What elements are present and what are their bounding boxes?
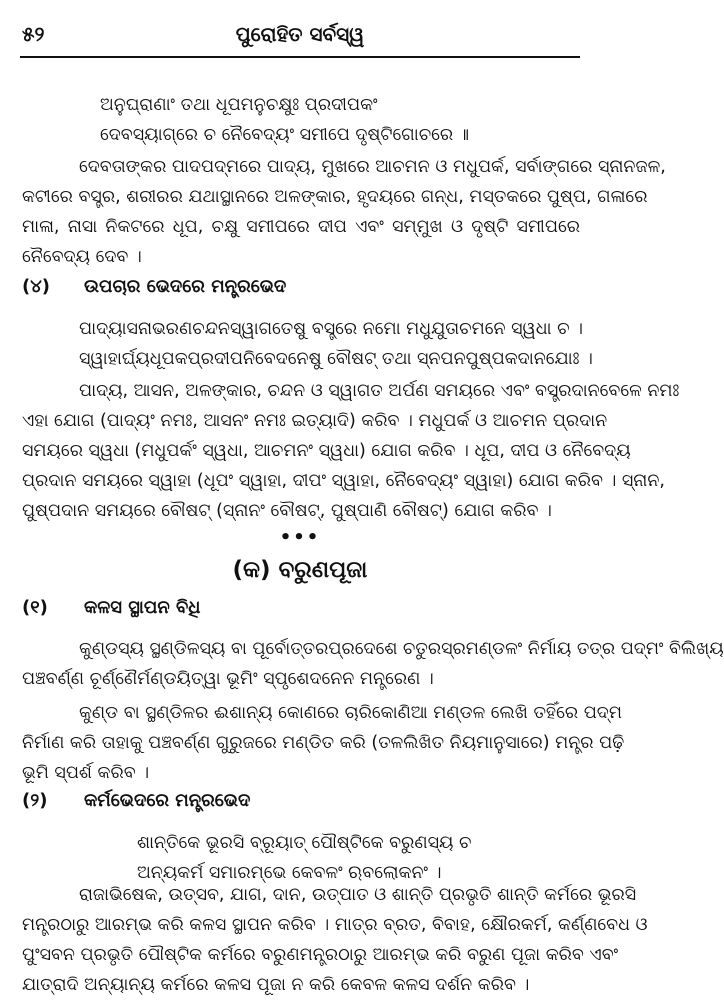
header-rule: [20, 56, 580, 58]
section-heading-4: [22, 276, 286, 297]
section-number: (୨): [22, 790, 48, 811]
verse-dhupa: [22, 90, 580, 150]
paragraph-kalasa-sthapana: [22, 698, 625, 788]
paragraph-karma-bheda: [22, 880, 648, 1000]
section-number: (୪): [22, 276, 50, 297]
paragraph-line: ଭୂମି ସ୍ପର୍ଶ କରିବ ।: [22, 763, 150, 783]
running-header-title: ପୁରୋହିତ ସର୍ବସ୍ୱ: [235, 22, 365, 46]
verse-kalasa-sthapana: [22, 634, 724, 694]
paragraph-line: ଏହା ଯୋଗ (ପାଦ୍ୟଂ ନମଃ, ଆସନଂ ନମଃ ଇତ୍ୟାଦି) କରିବ । ମଧୁପର୍କ ଓ ଆଚମନ ପ୍ରଦାନ: [22, 411, 608, 431]
section-title: କର୍ମଭେଦରେ ମନ୍ତ୍ରଭେଦ: [84, 790, 251, 811]
chapter-title: (କ) ବରୁଣପୂଜା: [232, 557, 368, 583]
section-heading-2: [22, 790, 250, 811]
verse-line: ଦେବସ୍ୟାଗ୍ରେ ଚ ନୈବେଦ୍ୟଂ ସମୀପେ ଦୃଷ୍ଟିଗୋଚରେ ॥: [100, 125, 470, 145]
verse-line: ଅନୁଘ୍ରାଣାଂ ତଥା ଧୂପମନୁଚକ୍ଷୁଃ ପ୍ରଦୀପକଂ: [100, 95, 378, 115]
paragraph-line: ଯାତ୍ରାଦି ଅନ୍ୟାନ୍ୟ କର୍ମରେ କଳସ ପୂଜା ନ କରି କେବଳ କଳସ ଦର୍ଶନ କରିବ ।: [22, 975, 530, 995]
paragraph-line: ମନ୍ତ୍ରଠାରୁ ଆରମ୍ଭ କରି କଳସ ସ୍ଥାପନ କରିବ । ମାତ୍ର ବ୍ରତ, ବିବାହ, କ୍ଷୌରକର୍ମ, କର୍ଣ୍ଣବେଧ ଓ: [22, 915, 648, 935]
paragraph-line: କଟୀରେ ବସ୍ତ୍ର, ଶରୀରର ଯଥାସ୍ଥାନରେ ଅଳଙ୍କାର, ହୃଦୟରେ ଗନ୍ଧ, ମସ୍ତକରେ ପୁଷ୍ପ, ଗଳାରେ: [22, 187, 648, 207]
paragraph-line: ପ୍ରଦାନ ସମୟରେ ସ୍ୱାହା (ଧୂପଂ ସ୍ୱାହା, ଦୀପଂ ସ୍ୱାହା, ନୈବେଦ୍ୟଂ ସ୍ୱାହା) ଯୋଗ କରିବ । ସ୍ନାନ,: [22, 471, 665, 491]
paragraph-line: ପୁଷ୍ପଦାନ ସମୟରେ ବୌଷଟ୍ (ସ୍ନାନଂ ବୌଷଟ୍, ପୁଷ୍ପାଣି ବୌଷଟ୍) ଯୋଗ କରିବ ।: [22, 501, 552, 521]
verse-line: ପଞ୍ଚବର୍ଣ୍ଣ ଚୂର୍ଣ୍ଣୈର୍ମଣ୍ଡୟିତ୍ୱା ଭୂମିଂ ସ୍ପୃଶେଦନେନ ମନ୍ତ୍ରେଣ ।: [22, 669, 434, 689]
paragraph-line: ମାଳା, ନାସା ନିକଟରେ ଧୂପ, ଚକ୍ଷୁ ସମୀପରେ ଦୀପ ଏବଂ ସମ୍ମୁଖ ଓ ଦୃଷ୍ଟି ସମୀପରେ: [22, 217, 580, 237]
paragraph-line: ନୈବେଦ୍ୟ ଦେବ ।: [22, 247, 142, 267]
verse-mantra-bheda: [22, 314, 593, 374]
paragraph-line: କୁଣ୍ଡ ବା ସ୍ଥଣ୍ଡିଳର ଈଶାନ୍ୟ କୋଣରେ ଚାରିକୋଣିଆ ମଣ୍ଡଳ ଲେଖି ତହିଁରେ ପଦ୍ମ: [79, 703, 622, 723]
verse-line: ଅନ୍ୟକର୍ମ ସମାରମ୍ଭେ କେବଳଂ ଋବଲୋକନଂ ।: [137, 863, 442, 883]
section-title: କଳସ ସ୍ଥାପନ ବିଧି: [84, 597, 201, 618]
paragraph-line: ସମୟରେ ସ୍ୱଧା (ମଧୁପର୍କଂ ସ୍ୱଧା, ଆଚମନଂ ସ୍ୱଧା) ଯୋଗ କରିବ । ଧୂପ, ଦୀପ ଓ ନୈବେଦ୍ୟ: [22, 441, 631, 461]
paragraph-line: ପାଦ୍ୟ, ଆସନ, ଅଳଙ୍କାର, ଚନ୍ଦନ ଓ ସ୍ୱାଗତ ଅର୍ପଣ ସମୟରେ ଏବଂ ବସ୍ତ୍ରଦାନବେଳେ ନମଃ: [79, 381, 680, 401]
verse-karma-bheda: [22, 828, 580, 888]
verse-line: ଶାନ୍ତିକେ ଭୂରସି ବ୍ରୂୟାତ୍ ପୌଷ୍ଟିକେ ବରୁଣସ୍ୟ ଚ: [137, 833, 472, 853]
verse-line: ସ୍ୱାହାର୍ଘ୍ୟଧୂପକପ୍ରଦୀପନିବେଦନେଷୁ ବୌଷଟ୍ ତଥା ସ୍ନପନପୁଷ୍ପକଦାନଯୋଃ ।: [79, 349, 593, 369]
paragraph-line: ପୁଂସବନ ପ୍ରଭୃତି ପୌଷ୍ଟିକ କର୍ମରେ ବରୁଣମନ୍ତ୍ରଠାରୁ ଆରମ୍ଭ କରି ବରୁଣ ପୂଜା କରିବ ଏବଂ: [22, 945, 619, 965]
paragraph-line: ଦେବତାଙ୍କର ପାଦପଦ୍ମରେ ପାଦ୍ୟ, ମୁଖରେ ଆଚମନ ଓ ମଧୁପର୍କ, ସର୍ବାଙ୍ଗରେ ସ୍ନାନଜଳ,: [79, 157, 666, 177]
page-number: ୫୨: [22, 22, 45, 46]
paragraph-line: ନିର୍ମାଣ କରି ତାହାକୁ ପଞ୍ଚବର୍ଣ୍ଣ ଗୁରୁଜରେ ମଣ୍ଡିତ କରି (ତଳଲିଖିତ ନିୟମାନୁସାରେ) ମନ୍ତ୍ର ପଢ଼ି: [22, 733, 625, 753]
section-title: ଉପଚାର ଭେଦରେ ମନ୍ତ୍ରଭେଦ: [84, 276, 287, 297]
section-number: (୧): [22, 597, 48, 618]
section-heading-1: [22, 597, 200, 618]
verse-line: ପାଦ୍ୟାସନାଭରଣଚନ୍ଦନସ୍ୱାଗତେଷୁ ବସ୍ତ୍ରେ ନମୋ ମଧୁଯୁତାଚମନେ ସ୍ୱଧା ଚ ।: [79, 319, 583, 339]
paragraph-upachara-places: [22, 152, 666, 272]
section-separator: •••: [279, 527, 321, 548]
paragraph-mantra-usage: [22, 376, 680, 526]
verse-line: କୁଣ୍ଡସ୍ୟ ସ୍ଥଣ୍ଡିଳସ୍ୟ ବା ପୂର୍ବୋତ୍ତରପ୍ରଦେଶେ ଚତୁରସ୍ରମଣ୍ଡଳଂ ନିର୍ମାୟ ତତ୍ର ପଦ୍ମଂ ବିଲିଖ୍ୟ: [79, 639, 724, 659]
paragraph-line: ରାଜାଭିଷେକ, ଉତ୍ସବ, ଯାଗ, ଦାନ, ଉତ୍ପାତ ଓ ଶାନ୍ତି ପ୍ରଭୃତି ଶାନ୍ତି କର୍ମରେ ଭୂରସି: [79, 885, 637, 905]
